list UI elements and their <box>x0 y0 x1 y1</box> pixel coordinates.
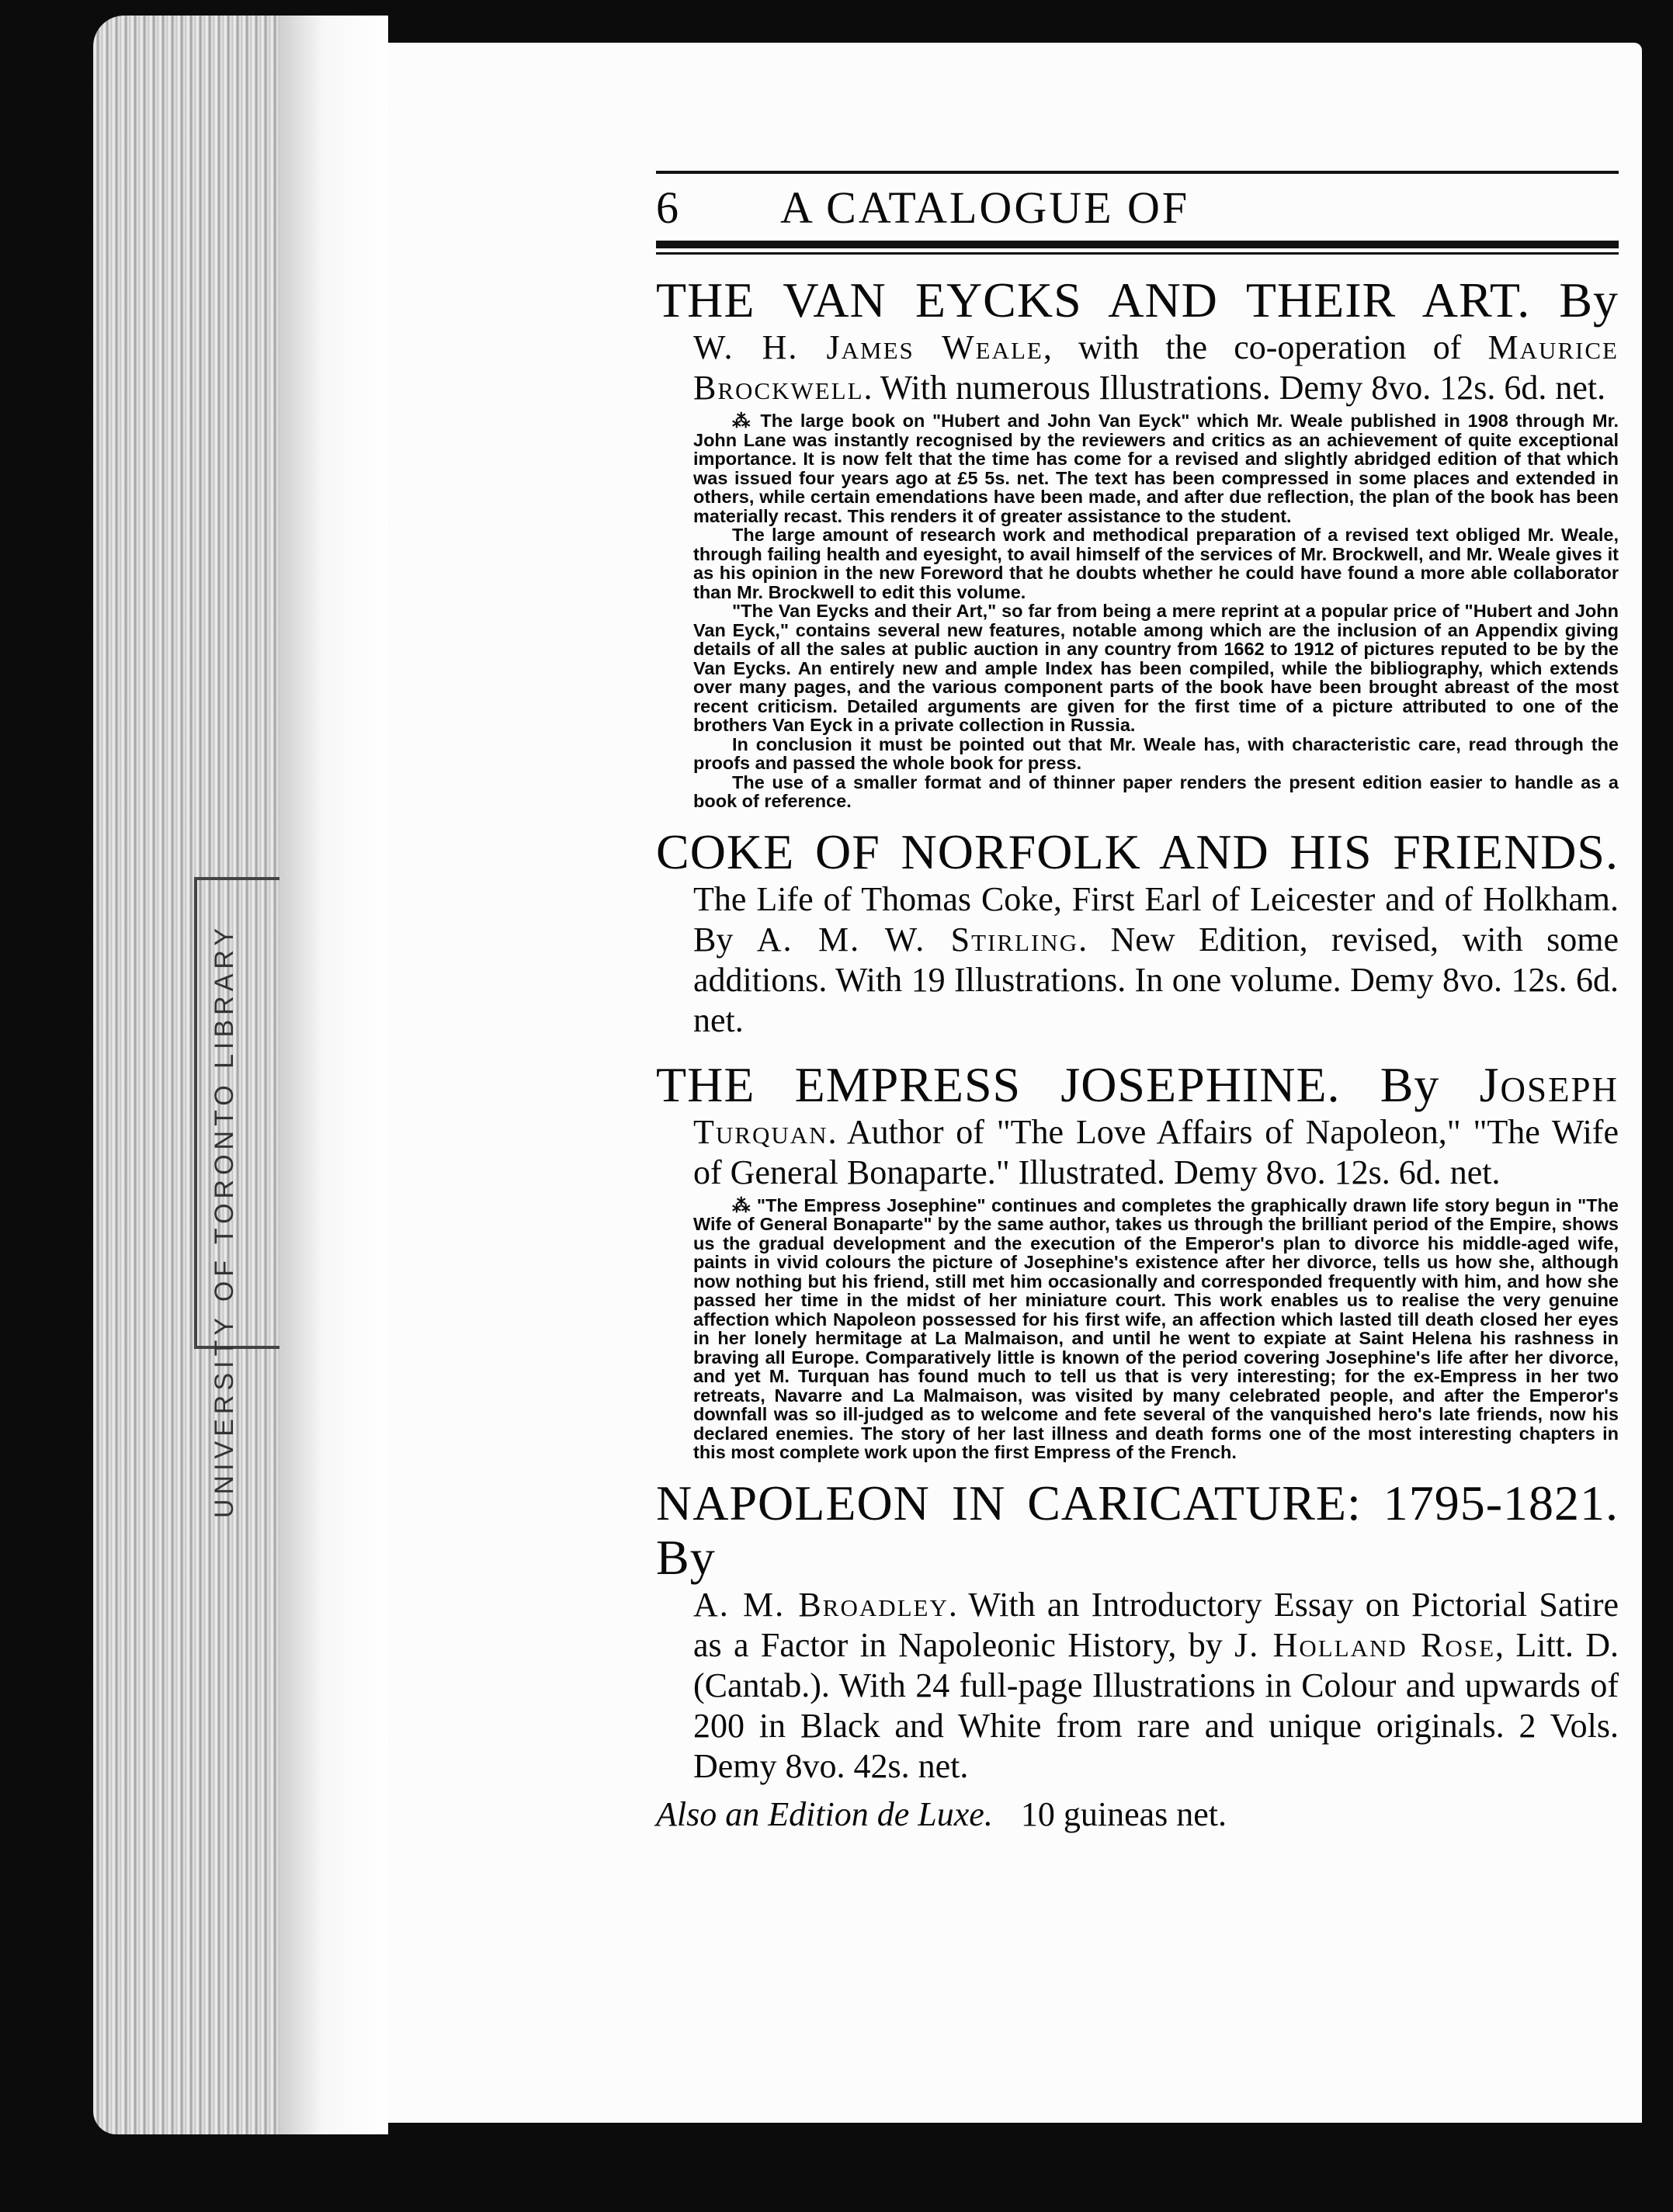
header-rule-top <box>656 171 1619 174</box>
coauthor-name: J. Holland Rose <box>1234 1625 1496 1664</box>
note-paragraph: The large amount of research work and methodical preparation of a revised text obliged Mr. Weale, through failing health and eyesight, to avail himself of the services of Mr. Brockwell, and Mr. Weale gives it as his opinion in the new Foreword that he doubts whether he could have found a more able collaborator than Mr. Brockwell to edit this volume. <box>693 525 1619 602</box>
catalogue-entry-josephine <box>656 1058 1619 1462</box>
library-stamp-frame <box>194 877 290 1349</box>
header-rule-thin <box>656 252 1619 255</box>
entry-title: THE VAN EYCKS AND THEIR ART. By <box>656 272 1619 328</box>
running-header <box>656 182 1619 236</box>
note-paragraph: In conclusion it must be pointed out that Mr. Weale has, with characteristic care, read through the proofs and passed the whole book for press. <box>693 733 1619 773</box>
author-name: A. M. W. Stirling <box>756 920 1079 959</box>
library-stamp-text: UNIVERSITY OF TORONTO LIBRARY <box>210 924 239 1518</box>
entry-byline: A. M. Broadley. With an Introductory Essay on Pictorial Satire as a Factor in Napoleonic History, by J. Holland Rose, Litt. D. (Cantab.). With 24 full-page Illustrations in Colour and upwards of 200 in Black and White from rare and unique originals. 2 Vols. Demy 8vo. 42s. net. <box>693 1585 1619 1785</box>
catalogue-entry-van-eycks <box>656 273 1619 811</box>
entry-byline: The Life of Thomas Coke, First Earl of Leicester and of Holkham. By A. M. W. Stirling. New Edition, revised, with some additions. With 19 Illustrations. In one volume. Demy 8vo. 12s. 6d. net. <box>693 879 1619 1039</box>
entry-byline: W. H. James Weale, with the co-operation of Maurice Brockwell. With numerous Illustrations. Demy 8vo. 12s. 6d. net. <box>693 328 1619 407</box>
note-paragraph: ⁂ "The Empress Josephine" continues and completes the graphically drawn life story begun in "The Wife of General Bonaparte" by the same author, takes us through the brilliant period of the Empire, shows us the gradual development and the execution of the Emperor's plan to divorce his middle-aged wife, paints in vivid colours the picture of Josephine's existence after her divorce, tells us how she, although now nothing but his friend, still met him occasionally and corresponded frequently with him, and how she passed her time in the midst of her miniature court. This work enables us to realise the very genuine affection which Napoleon possessed for his first wife, an affection which lasted till death closed her eyes in her lonely hermitage at La Malmaison, and until he went to expiate at Saint Helena his rashness in braving all Europe. Comparatively little is known of the period covering Josephine's life after her divorce, and yet M. Turquan has found much to tell us that is very interesting; for the ex-Empress in her two retreats, Navarre and La Malmaison, was visited by many celebrated people, and after the Emperor's downfall was so ill-judged as to welcome and fete several of the vanquished hero's late friends, now his declared enemies. The story of her last illness and death forms one of the most interesting chapters in this most complete work upon the first Empress of the French. <box>693 1194 1619 1462</box>
entry-note <box>656 411 1619 811</box>
note-paragraph: ⁂ The large book on "Hubert and John Van Eyck" which Mr. Weale published in 1908 through Mr. John Lane was instantly recognised by the reviewers and critics as an achievement of quite exceptional importance. It is now felt that the time has come for a revised and slightly abridged edition of that which was issued four years ago at £5 5s. net. The text has been compressed in some places and extended in others, while certain emendations have been made, and after due reflection, the plan of the book has been materially recast. This renders it of greater assistance to the student. <box>693 411 1619 526</box>
deluxe-label: Also an Edition de Luxe. <box>656 1794 993 1833</box>
deluxe-edition-line <box>656 1793 1619 1836</box>
spine-shadow <box>279 16 388 2134</box>
author-name: Turquan <box>693 1112 828 1151</box>
entry-title: THE EMPRESS JOSEPHINE. By Joseph <box>656 1056 1619 1112</box>
entry-note <box>656 1196 1619 1462</box>
entry-byline: Turquan. Author of "The Love Affairs of Napoleon," "The Wife of General Bonaparte." Illustrated. Demy 8vo. 12s. 6d. net. <box>693 1112 1619 1191</box>
coauthor-name: Maurice Brockwell <box>693 328 1619 407</box>
header-rule-thick <box>656 241 1619 248</box>
catalogue-entry-napoleon <box>656 1476 1619 1836</box>
entry-title: COKE OF NORFOLK AND HIS FRIENDS. <box>656 823 1619 879</box>
catalogue-entry-coke <box>656 825 1619 1041</box>
entry-title: NAPOLEON IN CARICATURE: 1795-1821. By <box>656 1475 1619 1585</box>
author-name: W. H. James Weale <box>693 328 1043 366</box>
author-name: A. M. Broadley <box>693 1585 949 1624</box>
running-title: A CATALOGUE OF <box>780 182 1190 233</box>
page-number: 6 <box>656 182 679 233</box>
page-content <box>656 171 1619 1836</box>
book-page-edges <box>93 16 295 2134</box>
note-paragraph: The use of a smaller format and of thinner paper renders the present edition easier to handle as a book of reference. <box>693 771 1619 811</box>
note-paragraph: "The Van Eycks and their Art," so far from being a mere reprint at a popular price of "Hubert and John Van Eyck," contains several new features, notable among which are the inclusion of an Appendix giving details of all the sales at public auction in any country from 1662 to 1912 of pictures reputed to be by the Van Eycks. An entirely new and ample Index has been compiled, while the bibliography, which extends over many pages, and the various component parts of the book have been brought abreast of the most recent criticism. Detailed arguments are given for the first time of a picture attributed to one of the brothers Van Eyck in a private collection in Russia. <box>693 601 1619 735</box>
deluxe-price: 10 guineas net. <box>1020 1794 1227 1833</box>
